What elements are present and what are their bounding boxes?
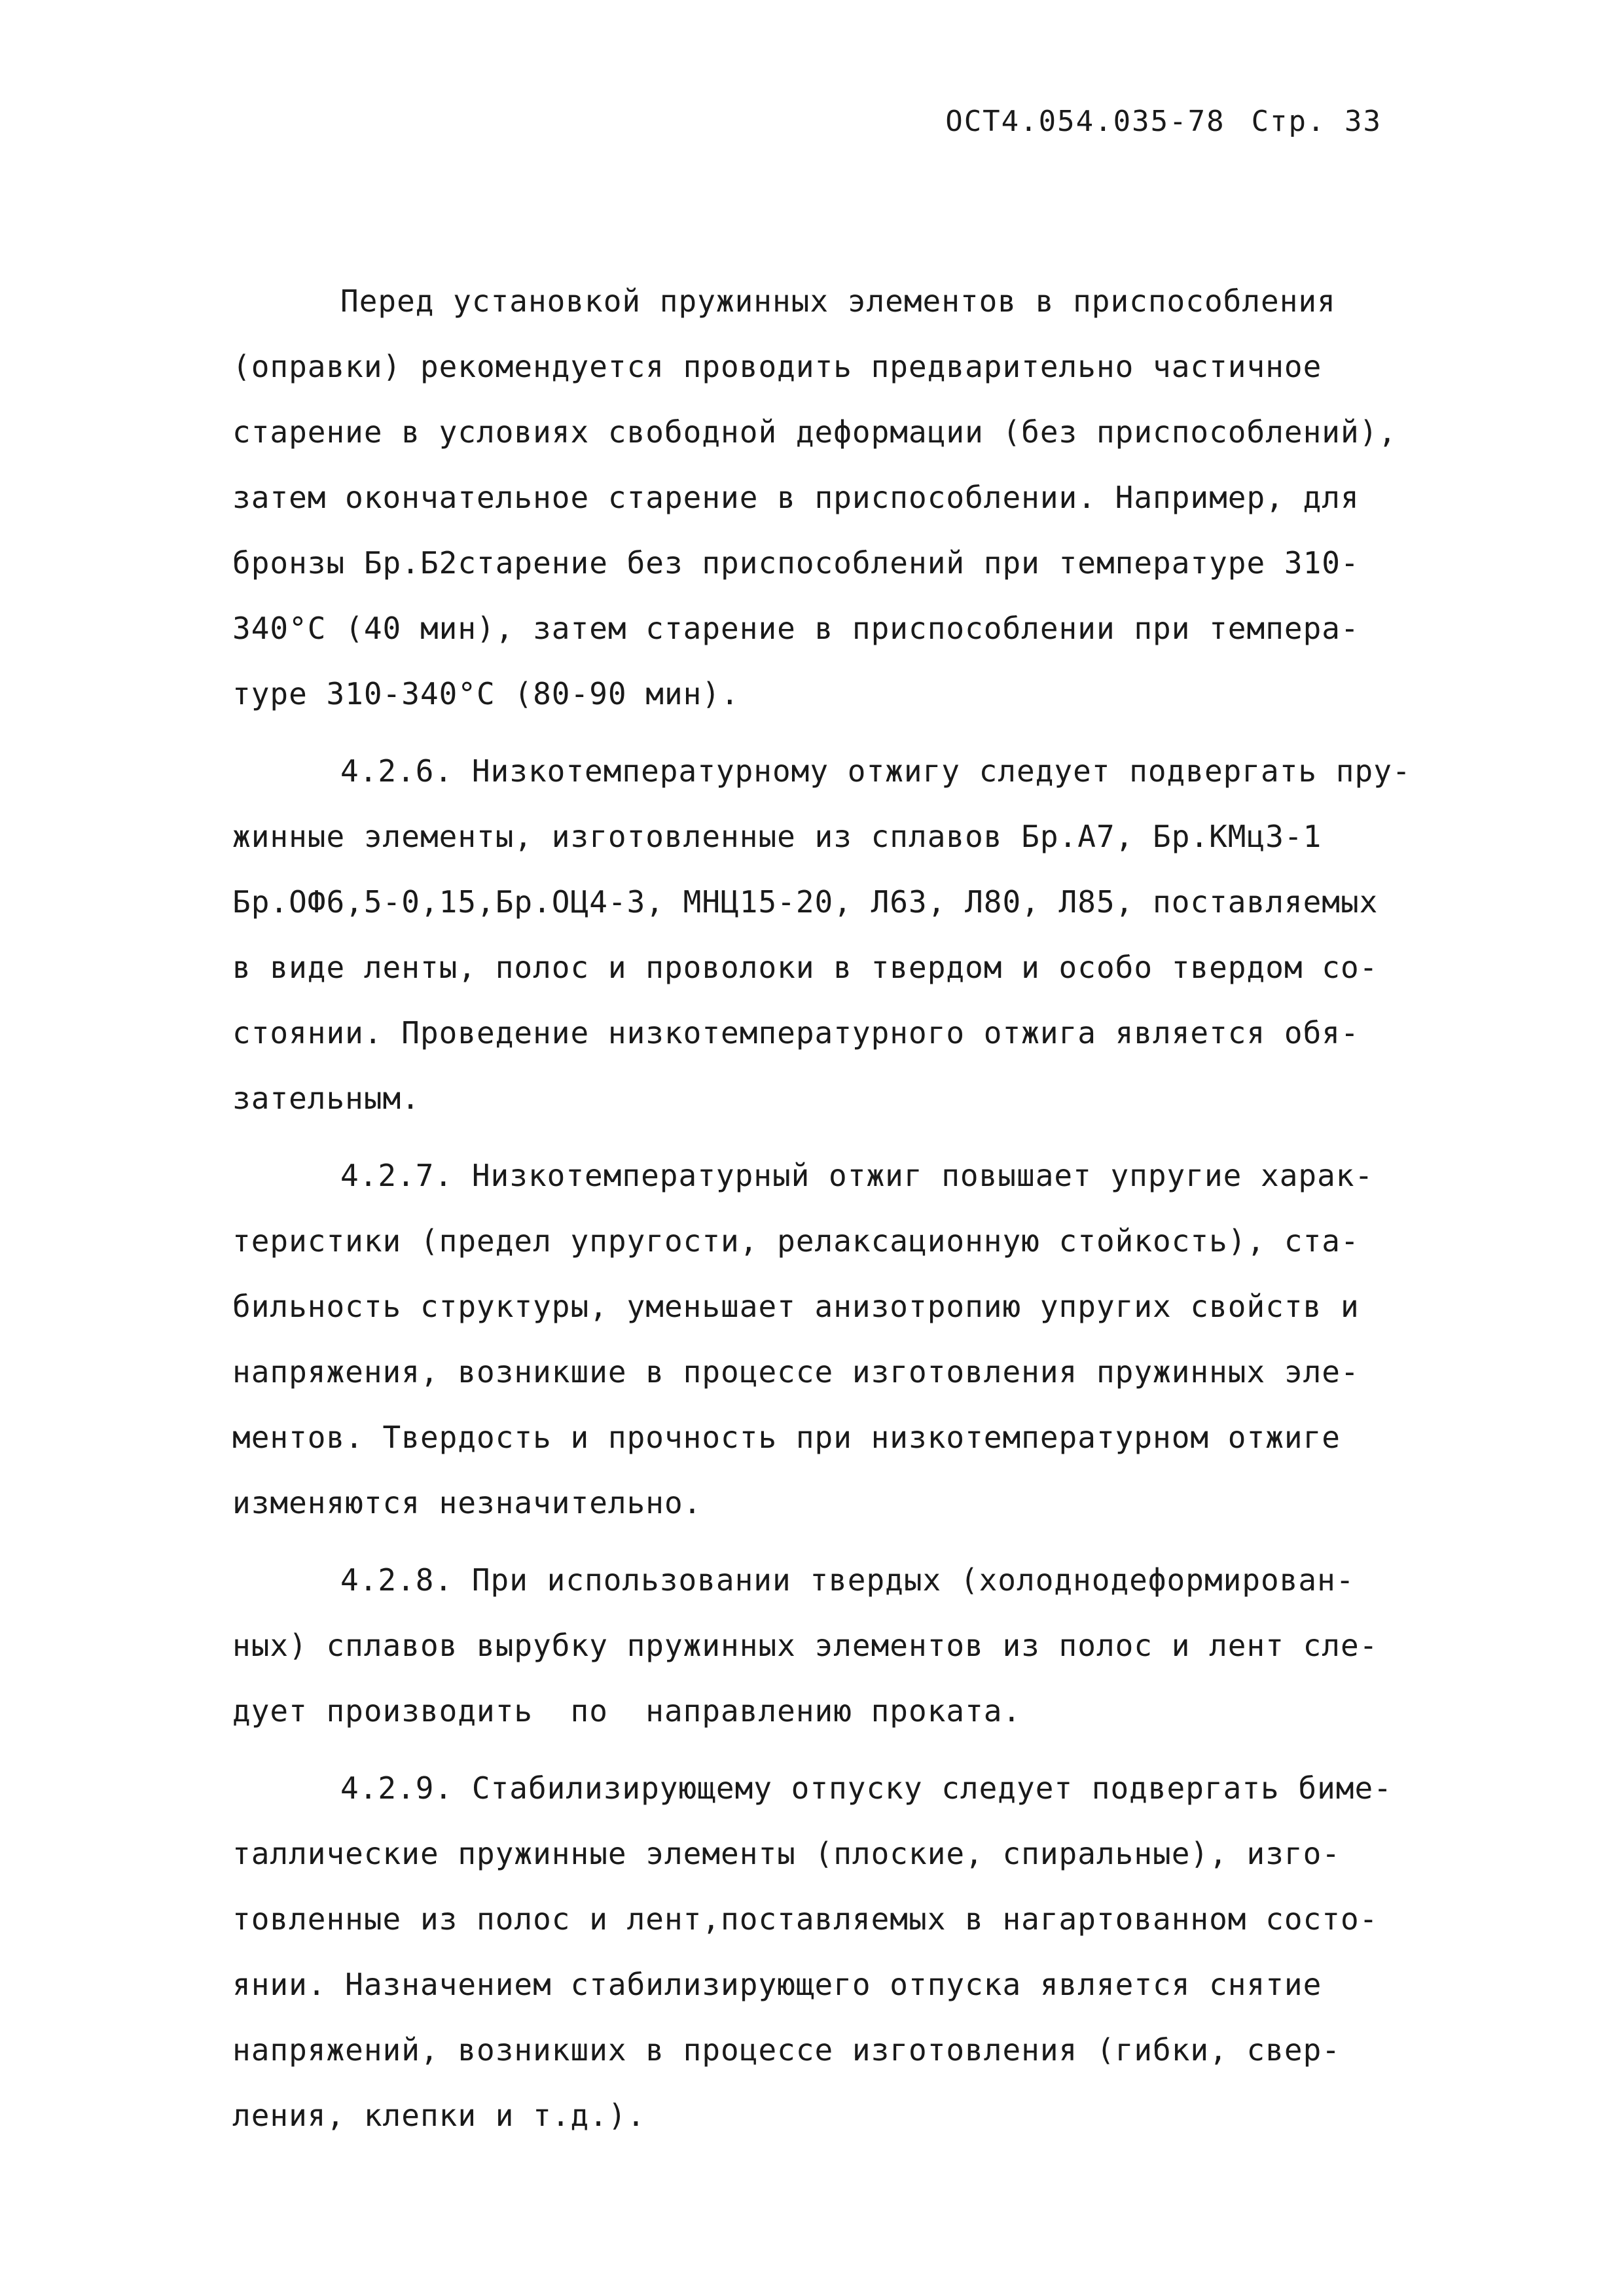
- text-line: 4.2.9. Стабилизирующему отпуску следует подвергать биме-: [340, 1770, 1392, 1806]
- page-number: Стр. 33: [1251, 105, 1382, 138]
- text-line: бильность структуры, уменьшает анизотропию упругих свойств и: [232, 1289, 1360, 1324]
- text-line: (оправки) рекомендуется проводить предварительно частичное: [232, 349, 1322, 384]
- text-line: туре 310-340°С (80-90 мин).: [232, 676, 740, 711]
- text-line: изменяются незначительно.: [232, 1485, 702, 1520]
- text-line: бронзы Бр.Б2старение без приспособлений при температуре 310-: [232, 545, 1360, 581]
- text-line: дует производить по направлению прокатa.: [232, 1693, 1022, 1729]
- paragraph-4-2-7: [232, 1143, 1443, 1535]
- text-line: 4.2.6. Низкотемпературному отжигу следует подвергать пру-: [340, 753, 1411, 789]
- text-line: 4.2.7. Низкотемпературный отжиг повышает упругие харак-: [340, 1158, 1374, 1193]
- text-line: 4.2.8. При использовании твердых (холоднодеформирован-: [340, 1562, 1355, 1598]
- text-line: зательным.: [232, 1081, 420, 1116]
- text-line: стоянии. Проведение низкотемпературного отжига является обя-: [232, 1015, 1360, 1050]
- text-line: напряжений, возникших в процессе изготовления (гибки, свер-: [232, 2032, 1341, 2068]
- paragraph-4-2-9: [232, 1755, 1443, 2148]
- text-line: товленные из полос и лент,поставляемых в нагартованном состо-: [232, 1901, 1379, 1937]
- document-code: ОСТ4.054.035-78: [945, 105, 1225, 138]
- page-header: [945, 105, 1382, 138]
- text-line: теристики (предел упругости, релаксационную стойкость), ста-: [232, 1223, 1360, 1259]
- text-line: ных) сплавов вырубку пружинных элементов из полос и лент сле-: [232, 1628, 1379, 1663]
- text-line: 340°С (40 мин), затем старение в приспособлении при темпера-: [232, 611, 1360, 646]
- paragraph-4-2-8: [232, 1547, 1443, 1744]
- text-line: ления, клепки и т.д.).: [232, 2098, 646, 2133]
- text-line: в виде ленты, полос и проволоки в твердом и особо твердом со-: [232, 950, 1379, 985]
- body-text: [232, 268, 1443, 2148]
- text-line: ментов. Твердость и прочность при низкотемпературном отжиге: [232, 1420, 1341, 1455]
- text-line: таллические пружинные элементы (плоские, спиральные), изго-: [232, 1836, 1341, 1871]
- text-line: Перед установкой пружинных элементов в приспособления: [340, 283, 1336, 319]
- text-line: напряжения, возникшие в процессе изготовления пружинных эле-: [232, 1354, 1360, 1390]
- paragraph-4-2-6: [232, 738, 1443, 1131]
- text-line: жинные элементы, изготовленные из сплавов Бр.А7, Бр.КМц3-1: [232, 819, 1322, 854]
- text-line: Бр.ОФ6,5-0,15,Бр.ОЦ4-3, МНЦ15-20, Л63, Л80, Л85, поставляемых: [232, 884, 1379, 920]
- text-line: затем окончательное старение в приспособлении. Например, для: [232, 480, 1360, 515]
- text-line: янии. Назначением стабилизирующего отпуска является снятие: [232, 1967, 1322, 2002]
- text-line: старение в условиях свободной деформации (без приспособлений),: [232, 414, 1398, 450]
- paragraph: [232, 268, 1443, 726]
